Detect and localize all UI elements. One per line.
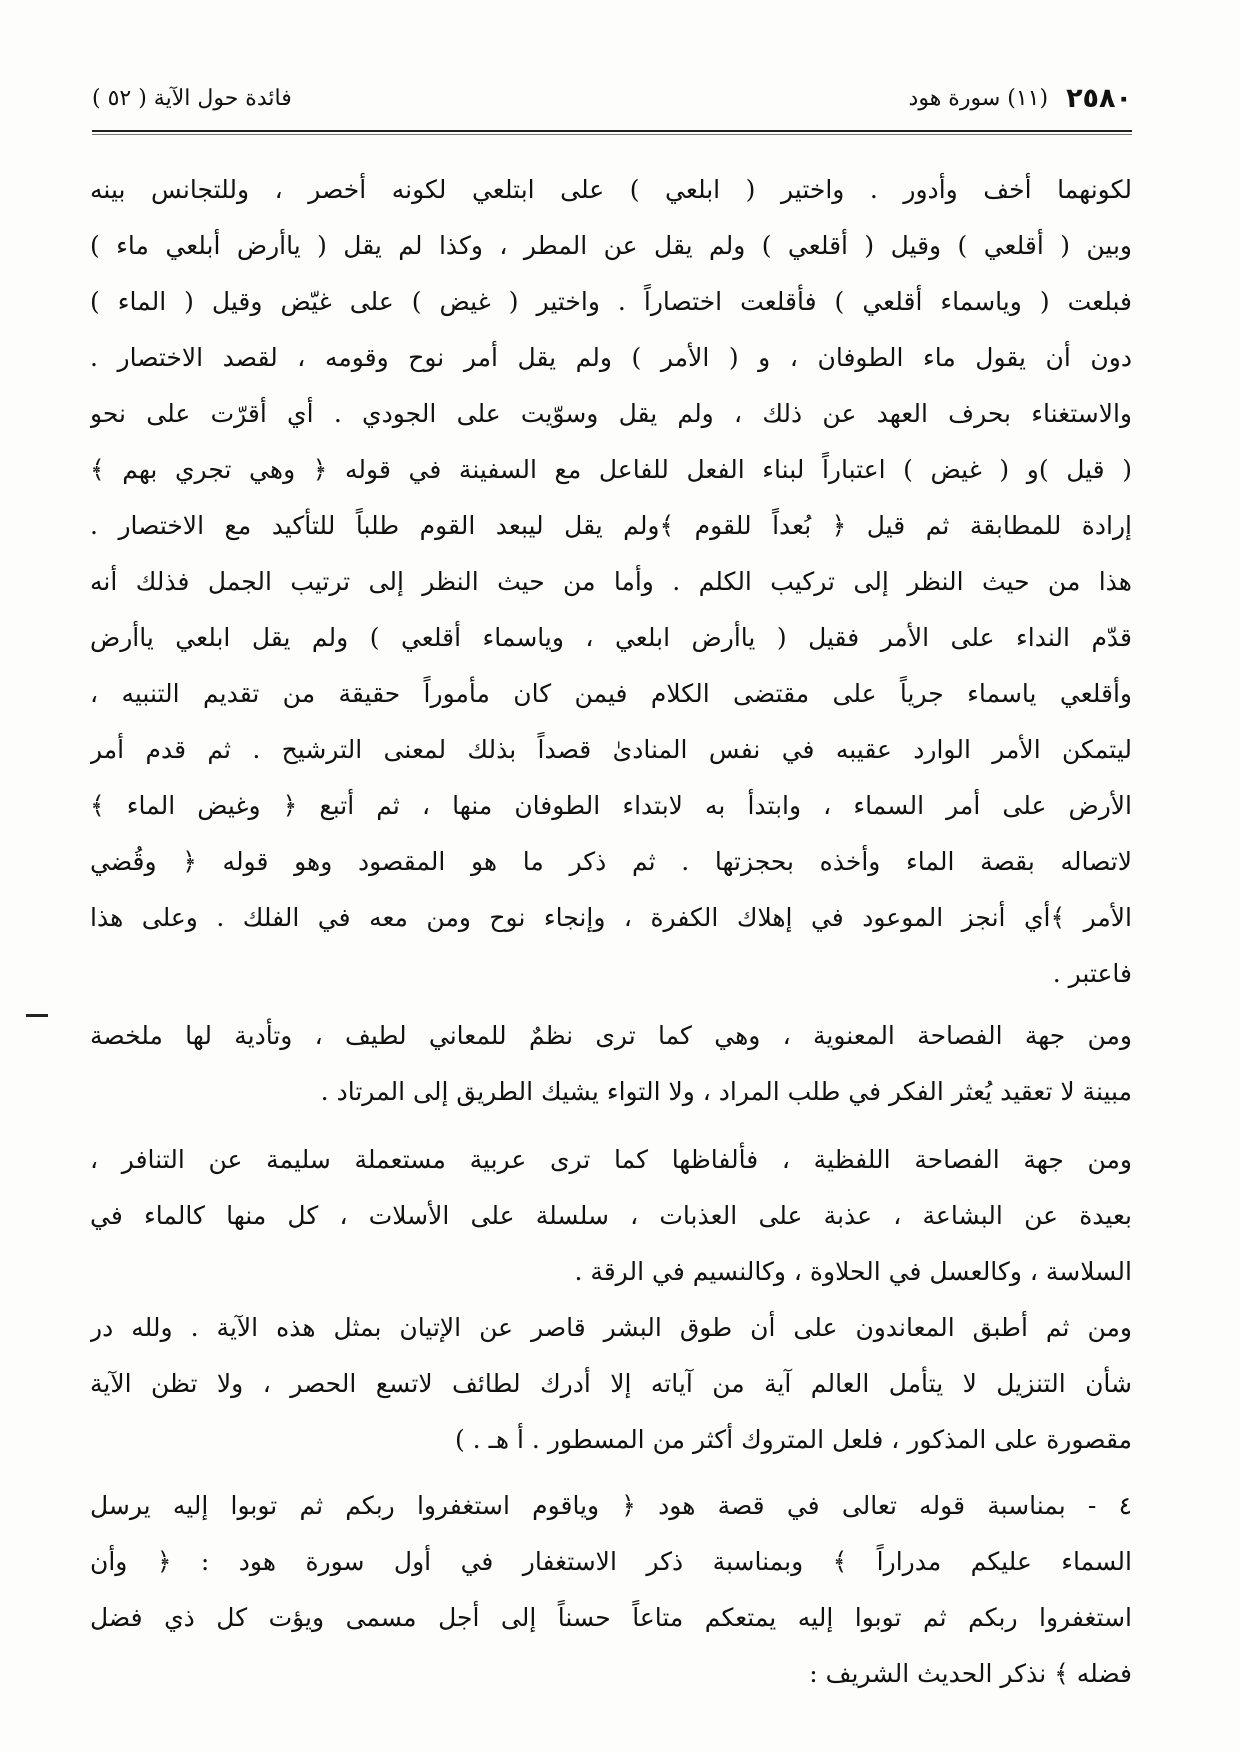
paragraph-line: شأن التنزيل لا يتأمل العالم آية من آياته إلا أدرك لطائف لاتسع الحصر ، ولا تظن الآية (90, 1369, 1132, 1398)
paragraph-line: مقصورة على المذكور ، فلعل المتروك أكثر من المسطور . أ هـ . ) (454, 1425, 1132, 1454)
paragraph-line: وأقلعي ياسماء جرياً على مقتضى الكلام فيمن كان مأموراً حقيقة من تقديم التنبيه ، (90, 679, 1132, 708)
paragraph-line: استغفروا ربكم ثم توبوا إليه يمتعكم متاعاً حسناً إلى أجل مسمى ويؤت كل ذي فضل (90, 1603, 1132, 1632)
paragraph-line: بعيدة عن البشاعة ، عذبة على العذبات ، سلسلة على الأسلات ، كل منها كالماء في (90, 1201, 1132, 1230)
paragraph-line: إرادة للمطابقة ثم قيل ﴿ بُعداً للقوم ﴾ولم يقل ليبعد القوم طلباً للتأكيد مع الاختصار . (90, 511, 1132, 540)
paragraph-line: فاعتبر . (1052, 959, 1132, 988)
running-header (92, 78, 1132, 118)
paragraph-line: مبينة لا تعقيد يُعثر الفكر في طلب المراد ، ولا التواء يشيك الطريق إلى المرتاد . (320, 1077, 1132, 1106)
paragraph-4 (90, 1300, 1132, 1468)
paragraph-line: الأرض على أمر السماء ، وابتدأ به لابتداء الطوفان منها ، ثم أتبع ﴿ وغيض الماء ﴾ (90, 791, 1132, 820)
header-right-group (909, 83, 1132, 114)
paragraph-line: السلاسة ، وكالعسل في الحلاوة ، وكالنسيم في الرقة . (574, 1257, 1132, 1286)
paragraph-line: ( قيل )و ( غيض ) اعتباراً لبناء الفعل للفاعل مع السفينة في قوله ﴿ وهي تجري بهم ﴾ (90, 455, 1132, 484)
header-rule-thin (92, 134, 1132, 135)
paragraph-line: لاتصاله بقصة الماء وأخذه بحجزتها . ثم ذكر ما هو المقصود وهو قوله ﴿ وقُضي (90, 847, 1132, 876)
paragraph-line: وبين ( أقلعي ) وقيل ( أقلعي ) ولم يقل عن المطر ، وكذا لم يقل ( ياأرض أبلعي ماء ) (90, 231, 1132, 260)
paragraph-2 (90, 1008, 1132, 1120)
paragraph-line: دون أن يقول ماء الطوفان ، و ( الأمر ) ولم يقل أمر نوح وقومه ، لقصد الاختصار . (90, 343, 1132, 372)
paragraph-line: فبلعت ( وياسماء أقلعي ) فأقلعت اختصاراً . واختير ( غيض ) على غيّض وقيل ( الماء ) (90, 287, 1132, 316)
paragraph-1 (90, 162, 1132, 1002)
paragraph-line: والاستغناء بحرف العهد عن ذلك ، ولم يقل وسوّيت على الجودي . أي أقرّت على نحو (90, 399, 1132, 428)
paragraph-line: الأمر ﴾أي أنجز الموعود في إهلاك الكفرة ، وإنجاء نوح ومن معه في الفلك . وعلى هذا (90, 903, 1132, 932)
paragraph-line: ومن جهة الفصاحة المعنوية ، وهي كما ترى نظمٌ للمعاني لطيف ، وتأدية لها ملخصة (90, 1021, 1132, 1050)
header-rule (92, 130, 1132, 132)
paragraph-line: ٤ - بمناسبة قوله تعالى في قصة هود ﴿ وياقوم استغفروا ربكم ثم توبوا إليه يرسل (90, 1491, 1132, 1520)
paragraph-line: قدّم النداء على الأمر فقيل ( ياأرض ابلعي ، وياسماء أقلعي ) ولم يقل ابلعي ياأرض (90, 623, 1132, 652)
paragraph-line: ومن ثم أطبق المعاندون على أن طوق البشر قاصر عن الإتيان بمثل هذه الآية . ولله در (90, 1313, 1132, 1342)
paragraph-line: فضله ﴾ نذكر الحديث الشريف : (809, 1659, 1132, 1688)
paragraph-line: ليتمكن الأمر الوارد عقيبه في نفس المنادىٰ قصداً بذلك لمعنى الترشيح . ثم قدم أمر (90, 735, 1132, 764)
paragraph-line: لكونهما أخف وأدور . واختير ( ابلعي ) على ابتلعي لكونه أخصر ، وللتجانس بينه (90, 175, 1132, 204)
paragraph-line: هذا من حيث النظر إلى تركيب الكلم . وأما من حيث النظر إلى ترتيب الجمل فذلك أنه (90, 567, 1132, 596)
paragraph-line: ومن جهة الفصاحة اللفظية ، فألفاظها كما ترى عربية مستعملة سليمة عن التنافر ، (90, 1145, 1132, 1174)
paragraph-3 (90, 1132, 1132, 1300)
surah-name: (١١) سورة هود (908, 85, 1049, 111)
page-number: ٢٥٨٠ (1066, 82, 1132, 114)
section-title: فائدة حول الآية ( ٥٢ ) (92, 85, 292, 111)
paragraph-5 (90, 1478, 1132, 1702)
paragraph-line: السماء عليكم مدراراً ﴾ وبمناسبة ذكر الاستغفار في أول سورة هود : ﴿ وأن (90, 1547, 1132, 1576)
margin-mark (26, 1014, 48, 1017)
